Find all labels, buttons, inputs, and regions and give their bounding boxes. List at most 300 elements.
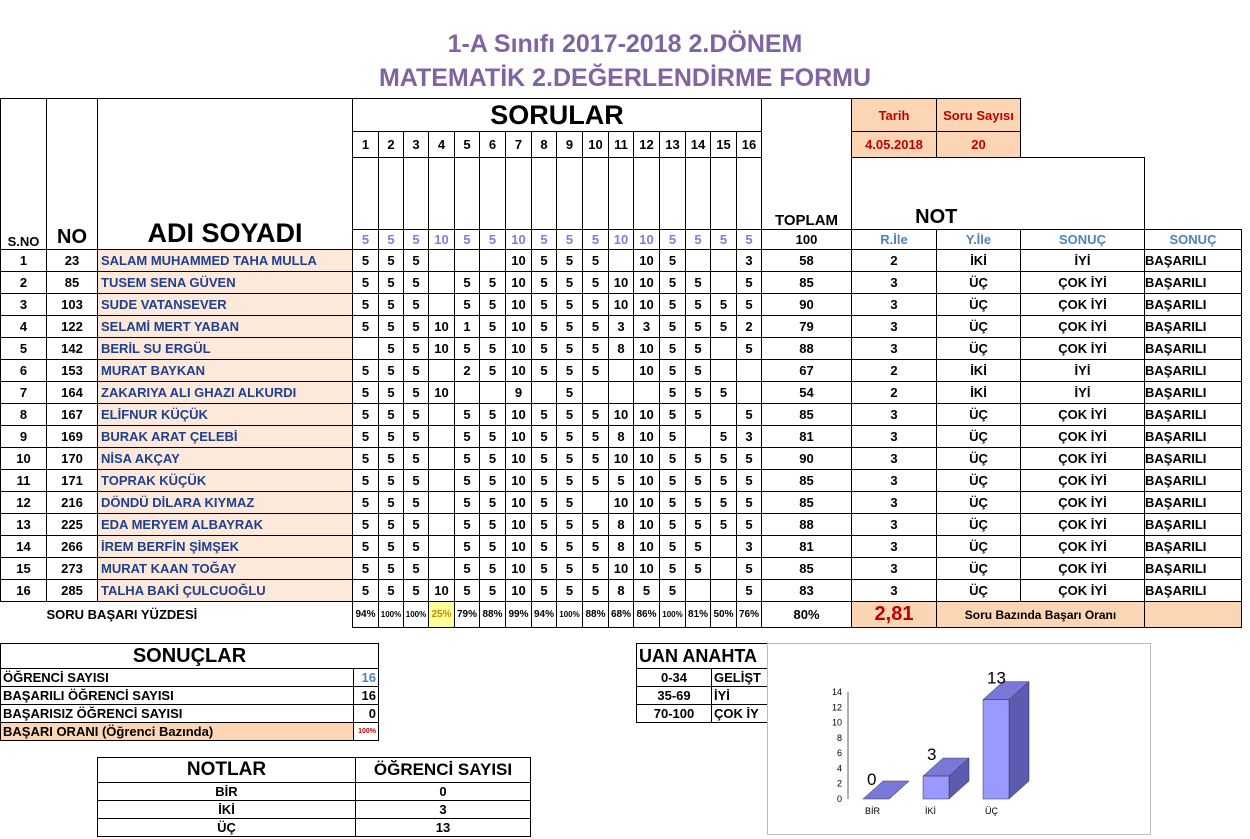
student-sonuc-2: BAŞARILI: [1145, 580, 1242, 602]
student-no: 225: [47, 514, 98, 536]
score-cell: 1: [455, 316, 480, 338]
question-blank-cell: [660, 158, 686, 230]
sonuclar-title: SONUÇLAR: [1, 644, 379, 669]
score-cell: 10: [506, 580, 532, 602]
score-cell: 5: [353, 272, 379, 294]
score-cell: [429, 250, 455, 272]
bar: [923, 776, 949, 799]
student-sonuc-2: BAŞARILI: [1145, 536, 1242, 558]
student-name: DÖNDÜ DİLARA KIYMAZ: [98, 492, 353, 514]
question-number: 1: [353, 132, 379, 158]
student-name: TUSEM SENA GÜVEN: [98, 272, 353, 294]
score-cell: 5: [480, 470, 506, 492]
bar-side: [1009, 682, 1029, 799]
score-cell: 10: [506, 514, 532, 536]
student-y-ile: ÜÇ: [937, 514, 1021, 536]
student-total: 54: [762, 382, 852, 404]
table-row: [1, 580, 1242, 602]
student-total: 58: [762, 250, 852, 272]
score-cell: 5: [686, 338, 711, 360]
sonuclar-value: 16: [354, 669, 379, 687]
student-sno: 16: [1, 580, 47, 602]
sonuclar-table: [0, 643, 379, 741]
student-sno: 11: [1, 470, 47, 492]
question-number: 15: [711, 132, 737, 158]
score-cell: 5: [480, 294, 506, 316]
score-cell: 5: [660, 272, 686, 294]
score-cell: [429, 536, 455, 558]
score-cell: [583, 492, 609, 514]
score-cell: 5: [686, 316, 711, 338]
sonuclar-value: 0: [354, 705, 379, 723]
student-sonuc-2: BAŞARILI: [1145, 338, 1242, 360]
question-blank-cell: [480, 158, 506, 230]
score-cell: 5: [737, 294, 762, 316]
score-cell: 8: [609, 514, 634, 536]
score-cell: 5: [737, 580, 762, 602]
score-cell: 5: [737, 448, 762, 470]
score-cell: [634, 382, 660, 404]
footer-row: [1, 602, 1242, 628]
score-cell: 10: [506, 426, 532, 448]
student-y-ile: İKİ: [937, 382, 1021, 404]
student-y-ile: ÜÇ: [937, 338, 1021, 360]
student-sonuc-2: BAŞARILI: [1145, 272, 1242, 294]
student-total: 81: [762, 536, 852, 558]
question-points: 10: [506, 230, 532, 250]
table-row: [1, 536, 1242, 558]
score-cell: 5: [711, 426, 737, 448]
score-cell: 5: [557, 580, 583, 602]
score-cell: 8: [609, 338, 634, 360]
question-blank-cell: [404, 158, 429, 230]
anahtar-range: 35-69: [637, 687, 712, 705]
score-cell: 5: [737, 470, 762, 492]
score-cell: 5: [480, 580, 506, 602]
score-cell: 5: [404, 580, 429, 602]
score-cell: 5: [480, 492, 506, 514]
score-cell: 5: [532, 536, 557, 558]
score-cell: [609, 382, 634, 404]
sno-header: S.NO: [1, 99, 47, 250]
score-cell: 5: [379, 294, 404, 316]
score-cell: 5: [660, 316, 686, 338]
student-no: 122: [47, 316, 98, 338]
question-number: 13: [660, 132, 686, 158]
tarih-label: Tarih: [852, 99, 937, 132]
student-r-ile: 3: [852, 272, 937, 294]
student-total: 79: [762, 316, 852, 338]
score-cell: 5: [557, 338, 583, 360]
score-cell: 5: [711, 316, 737, 338]
table-row: [1, 316, 1242, 338]
score-cell: [583, 382, 609, 404]
score-cell: [353, 338, 379, 360]
score-cell: 5: [711, 514, 737, 536]
score-cell: [429, 404, 455, 426]
score-cell: 10: [429, 338, 455, 360]
student-total: 67: [762, 360, 852, 382]
question-number: 6: [480, 132, 506, 158]
student-total: 83: [762, 580, 852, 602]
score-cell: 5: [532, 492, 557, 514]
score-cell: 5: [686, 514, 711, 536]
score-cell: 5: [686, 470, 711, 492]
average-note: 2,81: [852, 602, 937, 628]
score-cell: 5: [532, 338, 557, 360]
no-header: NO: [47, 99, 98, 250]
question-points: 5: [737, 230, 762, 250]
notlar-value: 0: [356, 783, 531, 801]
question-number: 8: [532, 132, 557, 158]
footer-label: SORU BAŞARI YÜZDESİ: [1, 602, 353, 628]
score-cell: 5: [379, 426, 404, 448]
question-percent: 88%: [583, 602, 609, 628]
score-cell: [429, 492, 455, 514]
student-sno: 6: [1, 360, 47, 382]
y-tick-label: 8: [836, 732, 842, 743]
question-number: 14: [686, 132, 711, 158]
score-cell: 5: [379, 404, 404, 426]
score-cell: 10: [506, 404, 532, 426]
score-cell: 5: [737, 272, 762, 294]
student-sonuc-1: ÇOK İYİ: [1021, 492, 1145, 514]
student-total: 85: [762, 558, 852, 580]
score-cell: 5: [557, 492, 583, 514]
score-cell: 10: [506, 536, 532, 558]
score-cell: [429, 360, 455, 382]
score-cell: 5: [404, 514, 429, 536]
score-cell: 5: [686, 492, 711, 514]
question-points: 5: [557, 230, 583, 250]
score-cell: [737, 382, 762, 404]
score-cell: 5: [660, 536, 686, 558]
student-sonuc-1: İYİ: [1021, 250, 1145, 272]
y-tick-label: 14: [831, 687, 842, 697]
name-header: ADI SOYADI: [98, 99, 353, 250]
r-ile-header: R.İle: [852, 230, 937, 250]
score-cell: 5: [557, 514, 583, 536]
score-cell: 5: [557, 448, 583, 470]
sonuclar-label: BAŞARISIZ ÖĞRENCİ SAYISI: [1, 705, 354, 723]
student-r-ile: 3: [852, 316, 937, 338]
score-cell: 5: [737, 514, 762, 536]
student-no: 164: [47, 382, 98, 404]
score-cell: [480, 250, 506, 272]
student-sno: 12: [1, 492, 47, 514]
question-number: 4: [429, 132, 455, 158]
score-cell: 5: [686, 272, 711, 294]
student-name: ELİFNUR KÜÇÜK: [98, 404, 353, 426]
question-percent: 76%: [737, 602, 762, 628]
toplam-header: TOPLAM: [762, 99, 852, 230]
question-percent: 94%: [353, 602, 379, 628]
student-y-ile: İKİ: [937, 250, 1021, 272]
question-percent: 86%: [634, 602, 660, 628]
anahtar-label: GELİŞT: [712, 669, 768, 687]
score-cell: [429, 514, 455, 536]
sorular-header: SORULAR: [353, 99, 762, 132]
score-cell: 5: [557, 426, 583, 448]
student-sonuc-1: ÇOK İYİ: [1021, 448, 1145, 470]
score-cell: 5: [455, 492, 480, 514]
student-sonuc-1: ÇOK İYİ: [1021, 338, 1145, 360]
student-total: 85: [762, 470, 852, 492]
score-cell: 5: [660, 580, 686, 602]
student-y-ile: ÜÇ: [937, 536, 1021, 558]
student-y-ile: ÜÇ: [937, 580, 1021, 602]
question-percent: 99%: [506, 602, 532, 628]
score-cell: 5: [455, 448, 480, 470]
score-cell: 10: [609, 294, 634, 316]
student-sonuc-2: BAŞARILI: [1145, 514, 1242, 536]
score-cell: 5: [532, 404, 557, 426]
score-cell: 5: [583, 316, 609, 338]
student-sonuc-2: BAŞARILI: [1145, 470, 1242, 492]
question-percent: 100%: [660, 602, 686, 628]
score-cell: 5: [379, 316, 404, 338]
anahtar-label: İYİ: [712, 687, 768, 705]
student-no: 169: [47, 426, 98, 448]
table-row: [1, 294, 1242, 316]
score-cell: 10: [506, 294, 532, 316]
table-row: [1, 360, 1242, 382]
score-cell: 5: [455, 536, 480, 558]
student-r-ile: 2: [852, 382, 937, 404]
toplam-value: 100: [762, 230, 852, 250]
score-cell: 10: [609, 404, 634, 426]
score-cell: 10: [634, 448, 660, 470]
score-cell: 5: [379, 514, 404, 536]
table-row: [1, 492, 1242, 514]
student-total: 88: [762, 514, 852, 536]
score-cell: 3: [737, 250, 762, 272]
student-y-ile: ÜÇ: [937, 272, 1021, 294]
score-cell: 5: [353, 426, 379, 448]
question-blank-cell: [532, 158, 557, 230]
score-cell: 5: [660, 448, 686, 470]
anahtar-clip: [636, 643, 767, 733]
question-percent: 25%: [429, 602, 455, 628]
question-points: 5: [532, 230, 557, 250]
student-sonuc-1: ÇOK İYİ: [1021, 536, 1145, 558]
score-cell: 5: [353, 294, 379, 316]
score-cell: 10: [634, 404, 660, 426]
student-no: 266: [47, 536, 98, 558]
score-cell: 5: [379, 360, 404, 382]
question-number: 12: [634, 132, 660, 158]
score-cell: 10: [506, 316, 532, 338]
score-cell: [711, 580, 737, 602]
score-cell: 5: [480, 448, 506, 470]
score-cell: 5: [532, 470, 557, 492]
y-ile-header: Y.İle: [937, 230, 1021, 250]
question-number: 7: [506, 132, 532, 158]
score-cell: 5: [480, 558, 506, 580]
question-percent: 81%: [686, 602, 711, 628]
student-sonuc-2: BAŞARILI: [1145, 382, 1242, 404]
score-cell: 3: [737, 536, 762, 558]
score-cell: 10: [634, 470, 660, 492]
question-blank-cell: [737, 158, 762, 230]
student-no: 285: [47, 580, 98, 602]
student-sno: 13: [1, 514, 47, 536]
student-sonuc-2: BAŞARILI: [1145, 360, 1242, 382]
student-sno: 10: [1, 448, 47, 470]
question-blank-cell: [557, 158, 583, 230]
sonuclar-value: 16: [354, 687, 379, 705]
student-sonuc-2: BAŞARILI: [1145, 492, 1242, 514]
grade-table: [0, 98, 1242, 628]
score-cell: 10: [634, 250, 660, 272]
score-cell: 5: [583, 272, 609, 294]
score-cell: 10: [609, 558, 634, 580]
student-y-ile: ÜÇ: [937, 558, 1021, 580]
score-cell: 5: [455, 558, 480, 580]
score-cell: 5: [404, 558, 429, 580]
student-sonuc-1: ÇOK İYİ: [1021, 272, 1145, 294]
y-tick-label: 4: [836, 763, 842, 774]
notlar-label: ÜÇ: [98, 819, 356, 837]
question-points: 5: [480, 230, 506, 250]
question-points: 10: [609, 230, 634, 250]
student-sno: 3: [1, 294, 47, 316]
question-blank-cell: [634, 158, 660, 230]
score-cell: 5: [455, 404, 480, 426]
score-cell: 2: [737, 316, 762, 338]
student-sonuc-1: ÇOK İYİ: [1021, 558, 1145, 580]
sonuclar-value: 100%: [354, 723, 379, 741]
question-points: 5: [711, 230, 737, 250]
grade-chart: [767, 643, 1151, 835]
student-no: 85: [47, 272, 98, 294]
grade-chart-svg: [768, 644, 1150, 834]
score-cell: 5: [480, 316, 506, 338]
score-cell: 10: [506, 448, 532, 470]
y-tick-label: 2: [836, 778, 842, 789]
not-header: NOT: [852, 158, 1021, 230]
notlar-label: BİR: [98, 783, 356, 801]
score-cell: 10: [506, 272, 532, 294]
score-cell: 5: [455, 470, 480, 492]
score-cell: 9: [506, 382, 532, 404]
student-sno: 9: [1, 426, 47, 448]
score-cell: 5: [711, 448, 737, 470]
score-cell: [711, 536, 737, 558]
question-percent: 100%: [379, 602, 404, 628]
question-points: 5: [583, 230, 609, 250]
question-points: 5: [660, 230, 686, 250]
score-cell: 10: [506, 470, 532, 492]
score-cell: 5: [480, 338, 506, 360]
question-blank-cell: [609, 158, 634, 230]
question-number: 3: [404, 132, 429, 158]
question-blank-cell: [429, 158, 455, 230]
question-blank-cell: [686, 158, 711, 230]
student-no: 216: [47, 492, 98, 514]
score-cell: 5: [532, 250, 557, 272]
student-name: MURAT BAYKAN: [98, 360, 353, 382]
score-cell: 5: [353, 492, 379, 514]
score-cell: 5: [353, 250, 379, 272]
student-no: 170: [47, 448, 98, 470]
score-cell: 10: [609, 272, 634, 294]
table-row: [1, 558, 1242, 580]
question-number: 2: [379, 132, 404, 158]
soru-bazinda-label: Soru Bazında Başarı Oranı: [937, 602, 1145, 628]
score-cell: 5: [660, 360, 686, 382]
score-cell: 5: [353, 514, 379, 536]
score-cell: 5: [353, 316, 379, 338]
score-cell: 5: [480, 360, 506, 382]
score-cell: 5: [686, 382, 711, 404]
anahtar-range: 70-100: [637, 705, 712, 723]
score-cell: 10: [634, 272, 660, 294]
anahtar-title: UAN ANAHTA: [637, 644, 768, 669]
question-points: 5: [404, 230, 429, 250]
score-cell: [429, 294, 455, 316]
student-name: İREM BERFİN ŞİMŞEK: [98, 536, 353, 558]
student-y-ile: ÜÇ: [937, 426, 1021, 448]
score-cell: 3: [737, 426, 762, 448]
page-title: 1-A Sınıfı 2017-2018 2.DÖNEM: [447, 30, 803, 58]
question-percent: 100%: [404, 602, 429, 628]
bar-value-label: 0: [867, 770, 877, 789]
y-tick-label: 6: [836, 748, 842, 759]
student-total: 85: [762, 404, 852, 426]
score-cell: [711, 360, 737, 382]
student-sonuc-2: BAŞARILI: [1145, 448, 1242, 470]
student-name: BURAK ARAT ÇELEBİ: [98, 426, 353, 448]
score-cell: 8: [609, 536, 634, 558]
score-cell: 10: [634, 514, 660, 536]
student-r-ile: 2: [852, 250, 937, 272]
score-cell: 5: [353, 558, 379, 580]
student-r-ile: 3: [852, 514, 937, 536]
student-total: 90: [762, 448, 852, 470]
question-number: 5: [455, 132, 480, 158]
score-cell: [686, 250, 711, 272]
score-cell: 5: [660, 250, 686, 272]
score-cell: 5: [532, 514, 557, 536]
student-y-ile: ÜÇ: [937, 294, 1021, 316]
tarih-value: 4.05.2018: [852, 132, 937, 158]
score-cell: 5: [404, 470, 429, 492]
score-cell: 5: [557, 294, 583, 316]
score-cell: 5: [353, 360, 379, 382]
score-cell: 5: [455, 294, 480, 316]
sonuc-header-1: SONUÇ: [1021, 230, 1145, 250]
score-cell: 10: [506, 492, 532, 514]
student-sonuc-1: İYİ: [1021, 360, 1145, 382]
score-cell: [609, 250, 634, 272]
sonuc-header-2: SONUÇ: [1145, 230, 1242, 250]
question-blank-cell: [379, 158, 404, 230]
student-sno: 8: [1, 404, 47, 426]
score-cell: 5: [686, 448, 711, 470]
score-cell: 5: [557, 316, 583, 338]
score-cell: [711, 338, 737, 360]
score-cell: 5: [404, 382, 429, 404]
student-sno: 14: [1, 536, 47, 558]
table-row: [1, 426, 1242, 448]
score-cell: 5: [480, 536, 506, 558]
score-cell: 5: [404, 360, 429, 382]
notlar-col2: ÖĞRENCİ SAYISI: [356, 758, 531, 783]
anahtar-table: [636, 643, 767, 723]
student-total: 85: [762, 272, 852, 294]
score-cell: 10: [609, 492, 634, 514]
